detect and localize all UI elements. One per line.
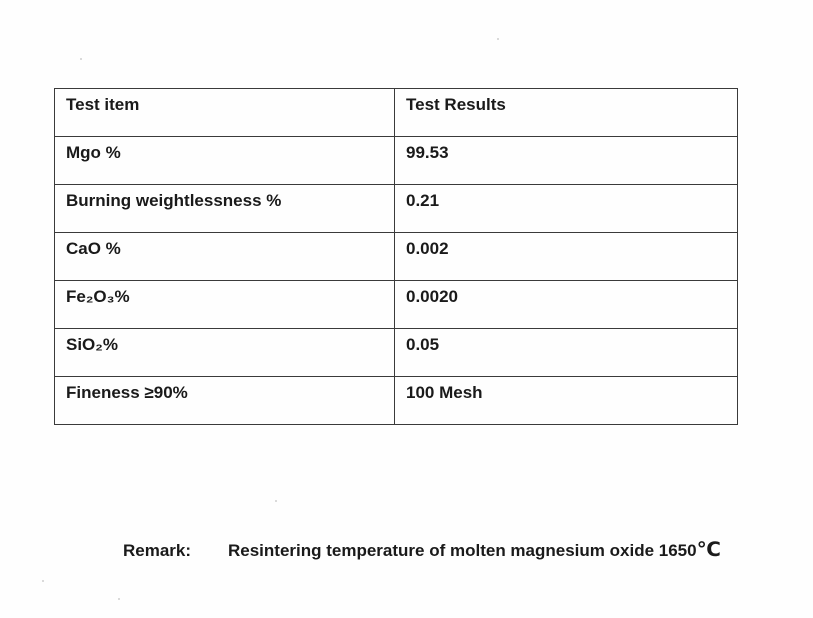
scan-speck	[275, 500, 277, 502]
table-cell	[55, 137, 395, 185]
table-row	[55, 185, 738, 233]
table-cell	[55, 233, 395, 281]
test-results-table	[54, 88, 738, 425]
remark-line	[123, 537, 721, 562]
row-item-label: CaO %	[66, 239, 121, 258]
remark-text: Resintering temperature of molten magnesium oxide 1650	[228, 541, 697, 560]
row-item-label: Fineness ≥90%	[66, 383, 188, 402]
table-cell	[395, 137, 738, 185]
table-cell	[55, 377, 395, 425]
row-item-label: Mgo %	[66, 143, 121, 162]
row-result-value: 0.002	[406, 239, 449, 258]
remark-label: Remark:	[123, 541, 192, 560]
header-test-results: Test Results	[406, 95, 506, 114]
table-cell	[395, 377, 738, 425]
row-result-value: 0.21	[406, 191, 440, 210]
row-result-value: 100 Mesh	[406, 383, 483, 402]
table-cell	[55, 281, 395, 329]
row-result-value: 99.53	[406, 143, 449, 162]
scan-speck	[497, 38, 499, 40]
table-cell	[55, 185, 395, 233]
header-cell	[55, 89, 395, 137]
table-cell	[55, 329, 395, 377]
degree-celsius-unit: ℃	[696, 539, 721, 561]
header-test-item: Test item	[66, 95, 140, 114]
table-row	[55, 377, 738, 425]
row-item-label: SiO₂%	[66, 335, 118, 354]
table-cell	[395, 281, 738, 329]
table-cell	[395, 233, 738, 281]
row-item-label: Burning weightlessness %	[66, 191, 282, 210]
table-cell	[395, 185, 738, 233]
row-item-label: Fe₂O₃%	[66, 287, 130, 306]
header-cell	[395, 89, 738, 137]
scan-speck	[80, 58, 82, 60]
table-row	[55, 281, 738, 329]
table-cell	[395, 329, 738, 377]
scan-speck	[42, 580, 44, 582]
table-row	[55, 233, 738, 281]
row-result-value: 0.05	[406, 335, 440, 354]
table-row	[55, 329, 738, 377]
row-result-value: 0.0020	[406, 287, 458, 306]
scan-speck	[118, 598, 120, 600]
table-row	[55, 137, 738, 185]
table-header-row	[55, 89, 738, 137]
